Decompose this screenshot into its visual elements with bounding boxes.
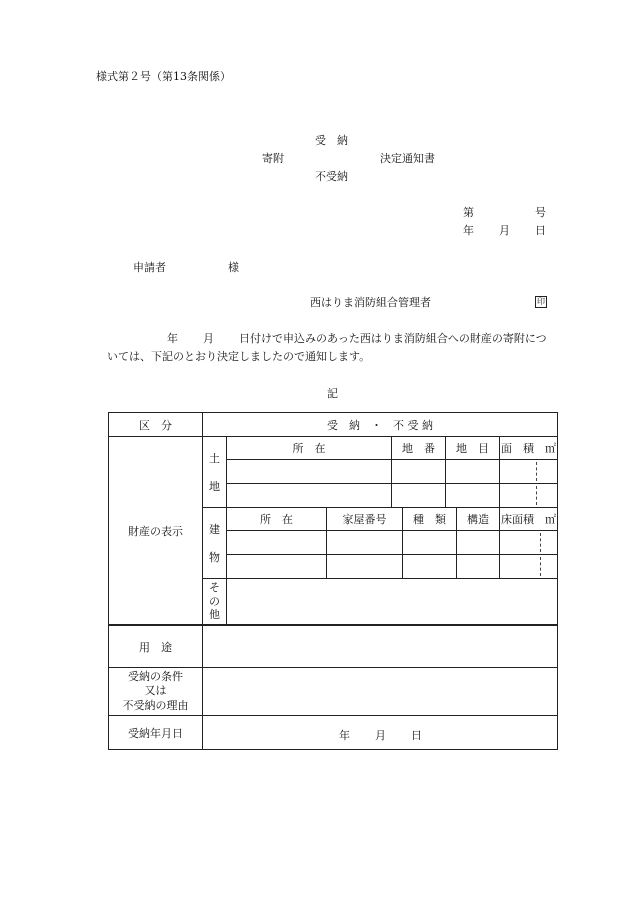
applicant-sama: 様 (228, 261, 239, 274)
property-label: 財産の表示 (109, 437, 203, 625)
land-lot-cell[interactable] (392, 484, 446, 508)
purpose-label: 用 途 (109, 626, 203, 668)
title-reject: 不受納 (315, 170, 348, 183)
land-area-cell[interactable] (500, 460, 558, 484)
building-structure-cell[interactable] (457, 531, 500, 555)
building-header-house-number: 家屋番号 (327, 508, 403, 531)
receipt-date-cell[interactable]: 年 月 日 (203, 716, 558, 750)
land-category-cell[interactable] (446, 484, 500, 508)
seal-mark: 印 (537, 297, 545, 306)
land-area-cell[interactable] (500, 484, 558, 508)
doc-date-year: 年 (463, 224, 474, 237)
body-line1: 日付けで申込みのあった西はりま消防組合への財産の寄附につ (239, 332, 547, 345)
land-location-cell[interactable] (227, 460, 392, 484)
building-floor-area-cell[interactable] (500, 531, 558, 555)
land-lot-cell[interactable] (392, 460, 446, 484)
receipt-date-label: 受納年月日 (109, 716, 203, 750)
other-cell[interactable] (227, 579, 558, 625)
building-header-floor-area: 床面積 ㎡ (500, 508, 558, 531)
building-label: 建 物 (203, 508, 227, 579)
applicant-label: 申請者 (133, 261, 166, 274)
title-notice: 決定通知書 (380, 152, 435, 165)
land-label: 土 地 (203, 437, 227, 508)
purpose-cell[interactable] (203, 626, 558, 668)
other-label: そ の 他 (203, 579, 227, 625)
form-number: 様式第２号（第13条関係） (96, 70, 231, 83)
doc-number-go: 号 (535, 206, 546, 219)
ki-mark: 記 (327, 387, 338, 400)
body-line2: いては、下記のとおり決定しましたので通知します。 (107, 350, 371, 363)
land-header-lot: 地 番 (392, 437, 446, 460)
title-accept: 受 納 (315, 134, 348, 147)
body-year: 年 (167, 332, 178, 345)
condition-label: 受納の条件 又は 不受納の理由 (109, 668, 203, 716)
building-structure-cell[interactable] (457, 555, 500, 579)
doc-number-dai: 第 (463, 206, 474, 219)
building-house-number-cell[interactable] (327, 531, 403, 555)
land-header-area: 面 積 ㎡ (500, 437, 558, 460)
kubun-label: 区 分 (109, 413, 203, 437)
doc-date-day: 日 (535, 224, 546, 237)
building-type-cell[interactable] (403, 531, 457, 555)
land-category-cell[interactable] (446, 460, 500, 484)
building-header-location: 所 在 (227, 508, 327, 531)
body-month: 月 (203, 332, 214, 345)
property-table (108, 412, 558, 625)
land-header-category: 地 目 (446, 437, 500, 460)
condition-cell[interactable] (203, 668, 558, 716)
building-location-cell[interactable] (227, 555, 327, 579)
building-header-type: 種 類 (403, 508, 457, 531)
building-header-structure: 構造 (457, 508, 500, 531)
building-house-number-cell[interactable] (327, 555, 403, 579)
building-floor-area-cell[interactable] (500, 555, 558, 579)
doc-date-month: 月 (499, 224, 510, 237)
issuer-name: 西はりま消防組合管理者 (310, 296, 431, 309)
land-header-location: 所 在 (227, 437, 392, 460)
land-location-cell[interactable] (227, 484, 392, 508)
building-type-cell[interactable] (403, 555, 457, 579)
property-table-lower (108, 625, 558, 750)
title-donation: 寄附 (262, 152, 284, 165)
building-location-cell[interactable] (227, 531, 327, 555)
decision-options[interactable]: 受 納 ・ 不 受 納 (203, 413, 558, 437)
